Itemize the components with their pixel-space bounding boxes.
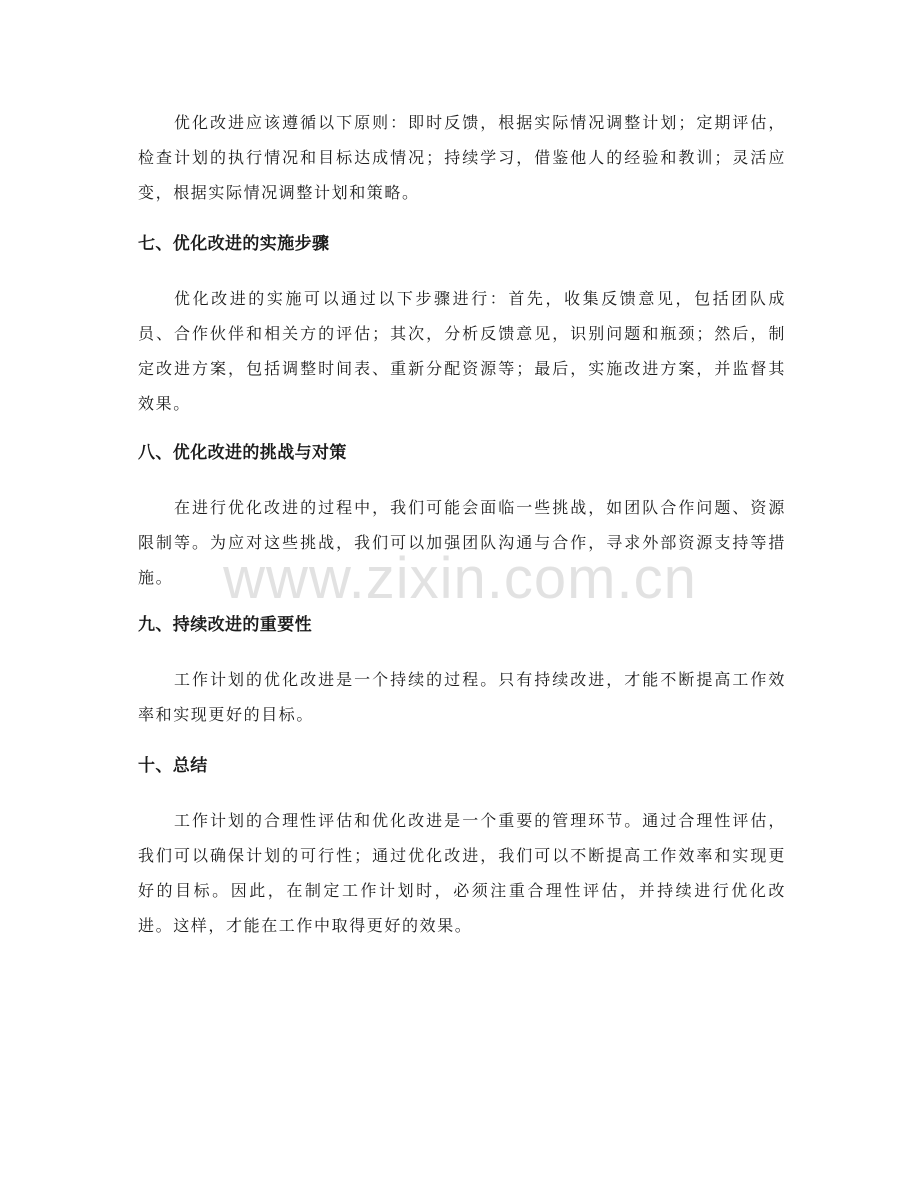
- section-body-10: 工作计划的合理性评估和优化改进是一个重要的管理环节。通过合理性评估，我们可以确保计划的可行性；通过优化改进，我们可以不断提高工作效率和实现更好的目标。因此，在制定工作计划时，必须注重合理性评估，并持续进行优化改进。这样，才能在工作中取得更好的效果。: [138, 811, 786, 935]
- section-body-8: 在进行优化改进的过程中，我们可能会面临一些挑战，如团队合作问题、资源限制等。为应对这些挑战，我们可以加强团队沟通与合作，寻求外部资源支持等措施。: [138, 498, 786, 587]
- paragraph-intro: 优化改进应该遵循以下原则：即时反馈，根据实际情况调整计划；定期评估，检查计划的执行情况和目标达成情况；持续学习，借鉴他人的经验和教训；灵活应变，根据实际情况调整计划和策略。: [138, 113, 786, 202]
- section-heading-8: 八、优化改进的挑战与对策: [138, 443, 347, 463]
- section-heading-7: 七、优化改进的实施步骤: [138, 234, 330, 254]
- section-body-9: 工作计划的优化改进是一个持续的过程。只有持续改进，才能不断提高工作效率和实现更好的目标。: [138, 670, 786, 724]
- section-body-7: 优化改进的实施可以通过以下步骤进行：首先，收集反馈意见，包括团队成员、合作伙伴和相关方的评估；其次，分析反馈意见，识别问题和瓶颈；然后，制定改进方案，包括调整时间表、重新分配资源等；最后，实施改进方案，并监督其效果。: [138, 289, 786, 413]
- section-heading-9: 九、持续改进的重要性: [138, 615, 312, 635]
- document-body: [138, 105, 786, 943]
- watermark: www.zixin.com.cn: [223, 546, 697, 611]
- section-heading-10: 十、总结: [138, 756, 208, 776]
